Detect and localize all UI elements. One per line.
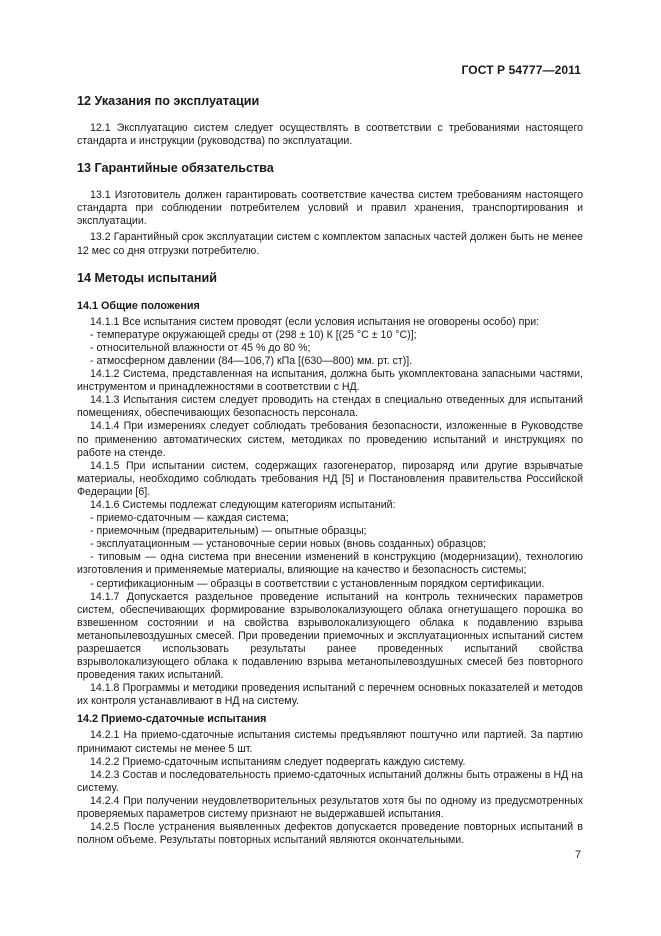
paragraph-14-1-7: 14.1.7 Допускается раздельное проведение испытаний на контроль технических параметров систем, обеспечивающих формирование взрыволокализующего облака огнетушащего порошка во взвешенном состоянии и на свойства взрыволокализующего облака к подавлению взрыва метанопылевоздушных смесей. При проведении приемочных и эксплуатационных испытаний систем разрешается использовать результаты ранее проведенных испытаний свойства взрыволокализующего облака к подавлению взрыва метанопылевоздушных смесей без повторного проведения таких испытаний. xyxy=(77,590,583,682)
subsection-14-2-title: 14.2 Приемо-сдаточные испытания xyxy=(77,713,267,726)
category-acceptance: - приемо-сдаточным — каждая система; xyxy=(90,512,289,525)
paragraph-14-1-6: 14.1.6 Системы подлежат следующим категориям испытаний: xyxy=(90,498,396,511)
condition-humidity: - относительной влажности от 45 % до 80 %; xyxy=(90,341,311,354)
section-12-title: 12 Указания по эксплуатации xyxy=(77,94,260,108)
category-preliminary: - приемочным (предварительным) — опытные образцы; xyxy=(90,525,367,538)
paragraph-13-2: 13.2 Гарантийный срок эксплуатации систем с комплектом запасных частей должен быть не менее 12 мес со дня отгрузки потребителю. xyxy=(77,231,583,257)
category-certification: - сертификационным — образцы в соответствии с установленным порядком сертификации. xyxy=(90,577,545,590)
paragraph-14-1-4: 14.1.4 При измерениях следует соблюдать требования безопасности, изложенные в Руководстве по применению автоматических систем, методиках по проведению испытаний и инструкциях по работе на стенде. xyxy=(77,420,583,459)
paragraph-12-1: 12.1 Эксплуатацию систем следует осуществлять в соответствии с требованиями настоящего стандарта и инструкции (руководства) по эксплуатации. xyxy=(77,122,583,148)
subsection-14-1-title: 14.1 Общие положения xyxy=(77,299,200,312)
condition-temperature: - температуре окружающей среды от (298 ± 10) К [(25 °С ± 10 °С)]; xyxy=(90,328,417,341)
paragraph-14-2-2: 14.2.2 Приемо-сдаточным испытаниям следует подвергать каждую систему. xyxy=(90,755,466,768)
paragraph-14-2-5: 14.2.5 После устранения выявленных дефектов допускается проведение повторных испытаний в полном объеме. Результаты повторных испытаний являются окончательными. xyxy=(77,821,583,847)
paragraph-14-1-1: 14.1.1 Все испытания систем проводят (если условия испытания не оговорены особо) при: xyxy=(90,315,540,328)
paragraph-14-1-2: 14.1.2 Система, представленная на испытания, должна быть укомплектована запасными частями, инструментом и принадлежностями в соответствии с НД. xyxy=(77,368,583,394)
paragraph-14-1-5: 14.1.5 При испытании систем, содержащих газогенератор, пирозаряд или другие взрывчатые материалы, необходимо соблюдать требования НД [5] и Постановления правительства Российской Федерации [6]. xyxy=(77,459,583,498)
page-content xyxy=(77,93,583,847)
paragraph-14-1-8: 14.1.8 Программы и методики проведения испытаний с перечнем основных показателей и методов их контроля устанавливают в НД на систему. xyxy=(77,682,583,708)
category-type: - типовым — одна система при внесении изменений в конструкцию (модернизации), технологию изготовления и применяемые материалы, влияющие на качество и безопасность системы; xyxy=(77,551,583,577)
paragraph-14-2-4: 14.2.4 При получении неудовлетворительных результатов хотя бы по одному из предусмотренных проверяемых параметров систему признают не выдержавшей испытания. xyxy=(77,794,583,821)
section-14-title: 14 Методы испытаний xyxy=(77,270,217,285)
page-number: 7 xyxy=(574,849,581,861)
section-13-title: 13 Гарантийные обязательства xyxy=(77,161,274,176)
paragraph-14-2-3: 14.2.3 Состав и последовательность приемо-сдаточных испытаний должны быть отражены в НД на систему. xyxy=(77,768,583,794)
category-operational: - эксплуатационным — установочные серии новых (вновь созданных) образцов; xyxy=(90,538,487,551)
paragraph-13-1: 13.1 Изготовитель должен гарантировать соответствие качества систем требованиям настоящего стандарта при соблюдении потребителем условий и правил хранения, транспортирования и эксплуатации. xyxy=(77,189,583,228)
standard-header: ГОСТ Р 54777—2011 xyxy=(461,63,581,77)
paragraph-14-2-1: 14.2.1 На приемо-сдаточные испытания системы предъявляют поштучно или партией. За партию принимают системы не менее 5 шт. xyxy=(77,729,583,755)
condition-pressure: - атмосферном давлении (84—106,7) кПа [(630—800) мм. рт. ст)]. xyxy=(90,354,413,367)
paragraph-14-1-3: 14.1.3 Испытания систем следует проводить на стендах в специально отведенных для испытаний помещениях, обеспечивающих безопасность персонала. xyxy=(77,394,583,420)
